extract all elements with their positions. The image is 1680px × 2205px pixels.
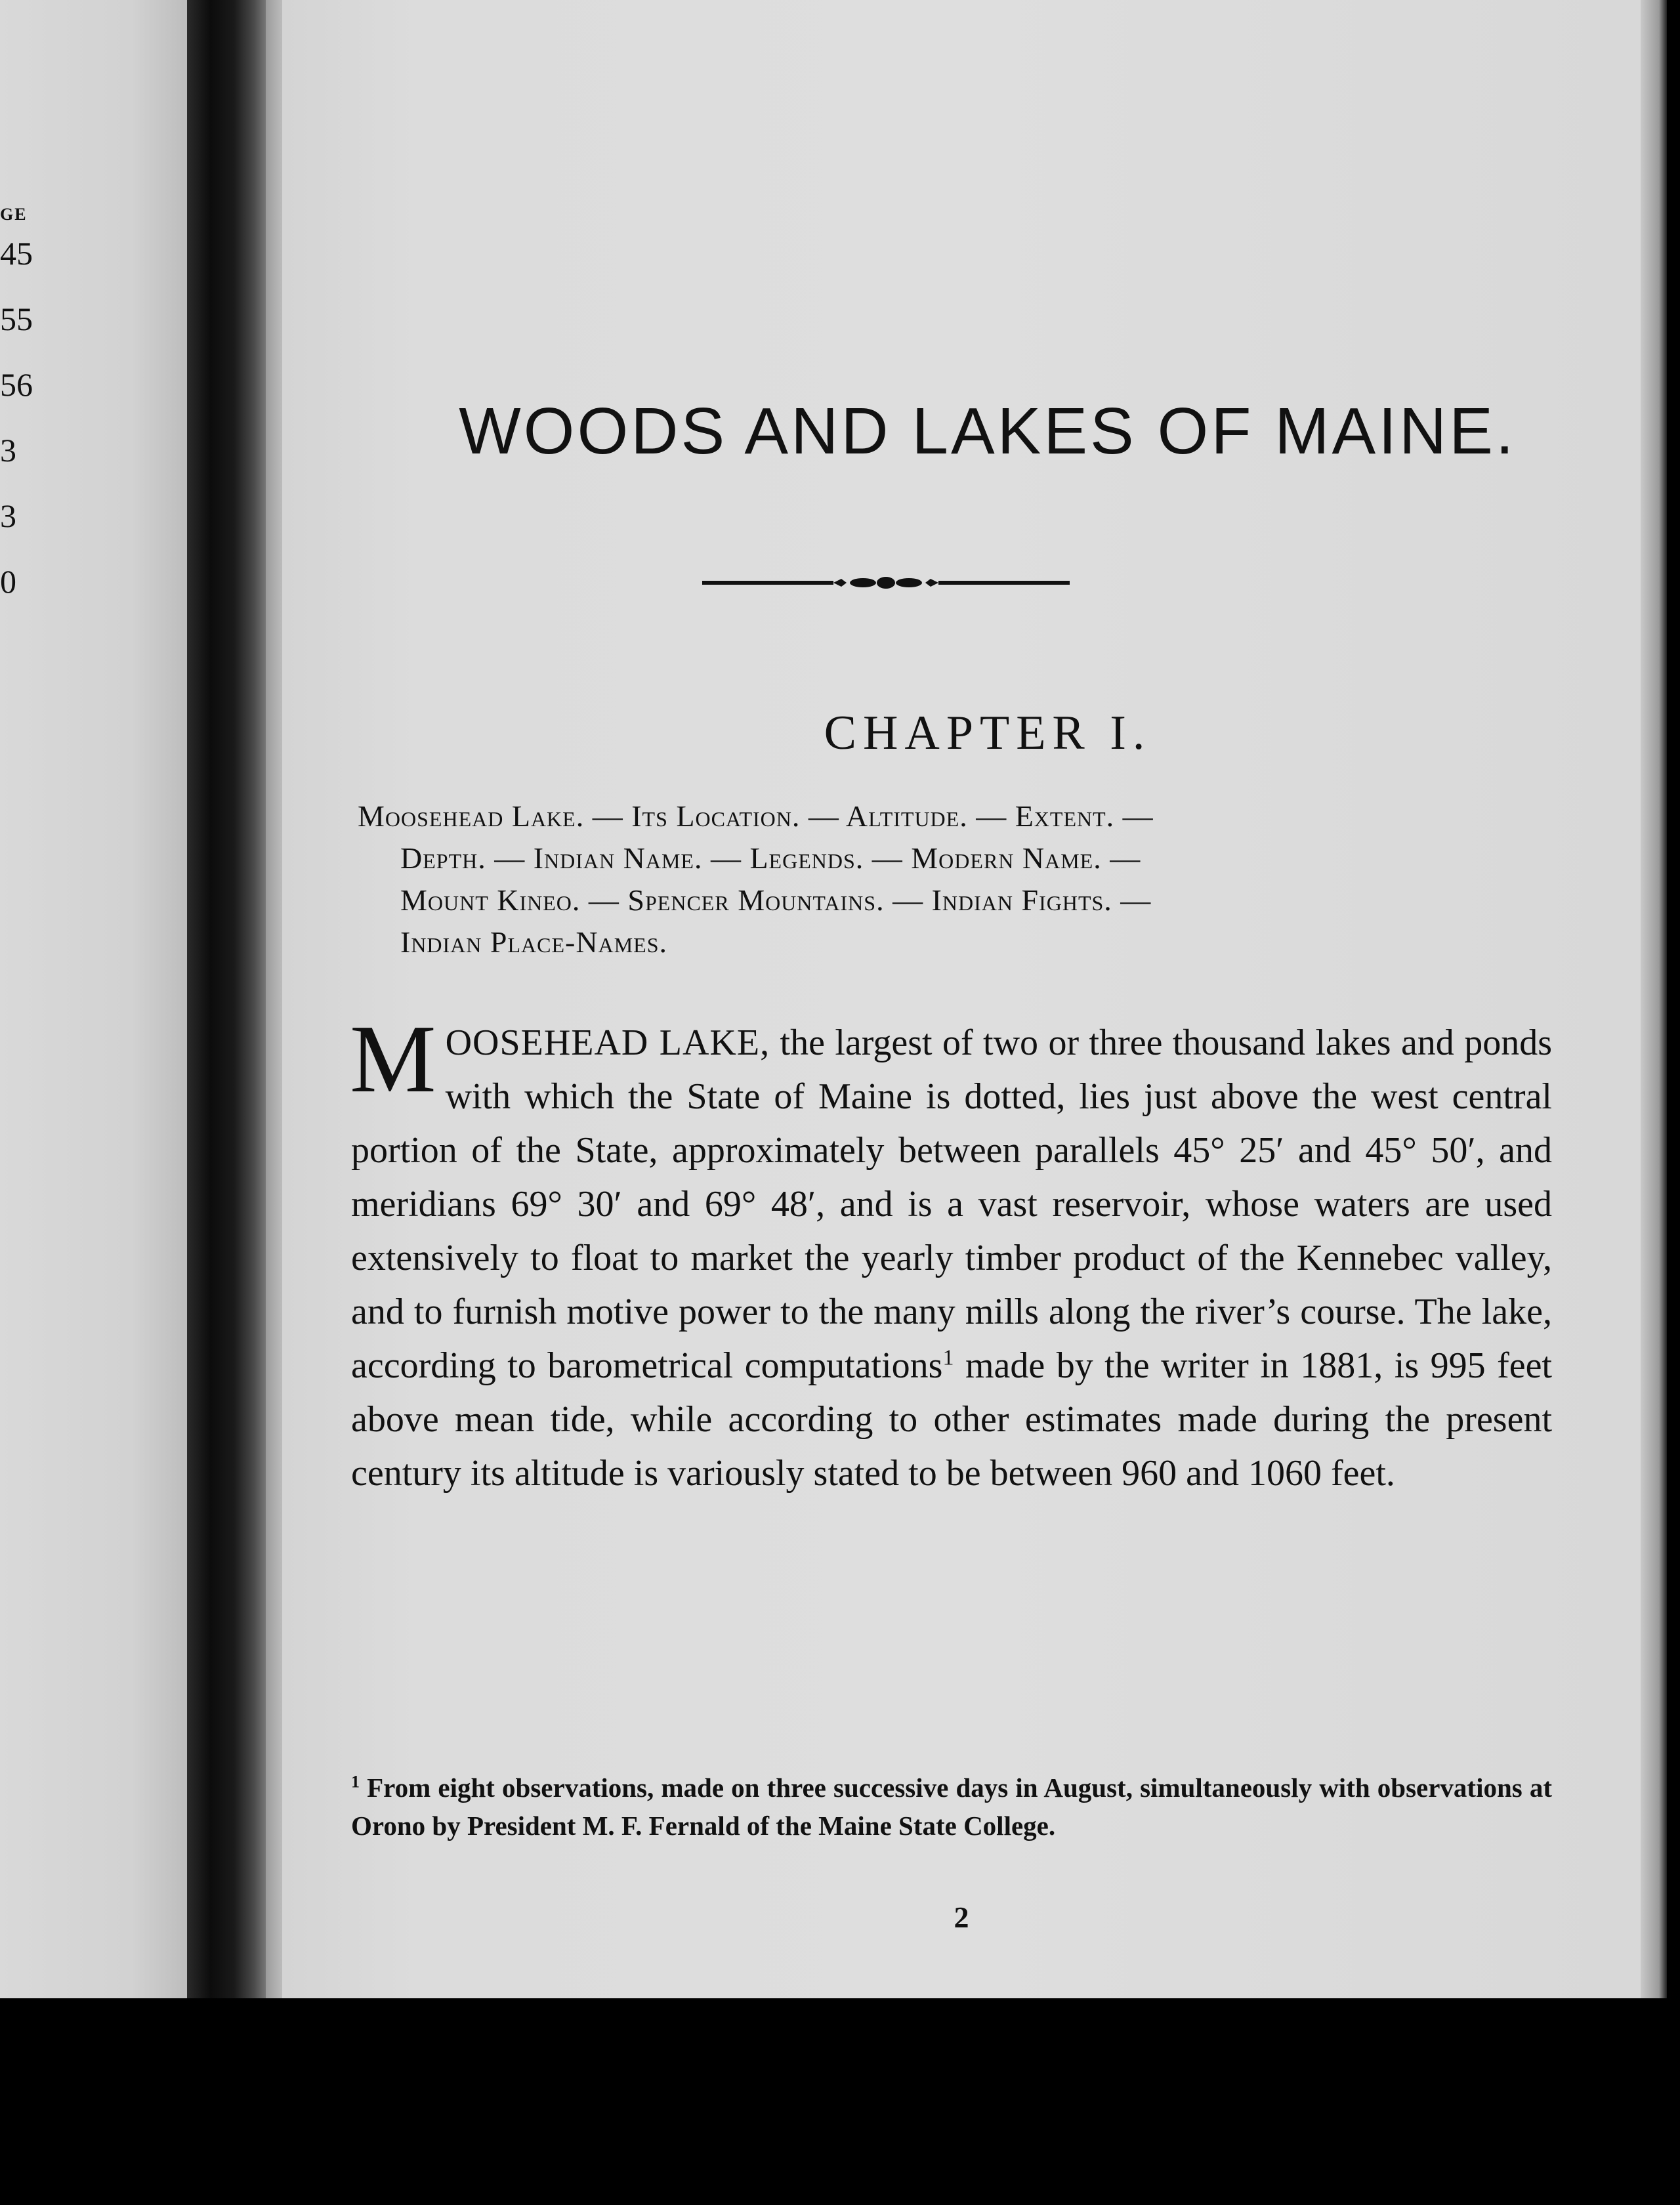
book-gutter xyxy=(187,0,266,1998)
synopsis-line: Mount Kineo. — Spencer Mountains. — Indian Fights. — xyxy=(400,883,1152,917)
footnote-reference[interactable]: 1 xyxy=(942,1345,954,1370)
left-page-number-3: 56 xyxy=(0,366,33,403)
synopsis-line: Indian Place-Names. xyxy=(400,925,667,959)
drop-cap: M xyxy=(350,1005,436,1113)
chapter-synopsis xyxy=(358,795,1552,963)
left-facing-page xyxy=(0,0,187,1998)
left-page-number-6: 0 xyxy=(0,563,16,600)
left-page-number-1: 45 xyxy=(0,235,33,272)
synopsis-line: Moosehead Lake. — Its Location. — Altitude. — Extent. — xyxy=(358,799,1154,833)
left-page-header: GE xyxy=(0,205,28,224)
chapter-heading: CHAPTER I. xyxy=(824,706,1152,760)
page-right-edge xyxy=(1641,0,1667,2008)
ornament-divider xyxy=(702,572,1070,593)
page-number: 2 xyxy=(954,1900,969,1934)
left-page-number-5: 3 xyxy=(0,497,16,534)
book-page xyxy=(282,0,1641,2008)
scan-background xyxy=(0,1998,1680,2205)
synopsis-line: Depth. — Indian Name. — Legends. — Modern Name. — xyxy=(400,841,1141,875)
footnote-marker: 1 xyxy=(351,1772,360,1792)
left-page-number-4: 3 xyxy=(0,432,16,469)
body-text-part-2: made by the writer in 1881, is 995 feet above mean tide, while according to other estimates made during the present century its altitude is variously stated to be between 960 and 1060 feet. xyxy=(351,1345,1552,1494)
footnote xyxy=(351,1769,1552,1845)
lead-words: OOSEHEAD LAKE, xyxy=(445,1022,770,1063)
page-title: WOODS AND LAKES OF MAINE. xyxy=(459,394,1517,468)
left-page-number-2: 55 xyxy=(0,301,33,337)
left-page-contents-column xyxy=(0,205,39,627)
body-text-part-1: the largest of two or three thousand lakes and ponds with which the State of Maine is dotted, lies just above the west central portion of the State, approximately between parallels 45° 25′ and 45° 50′, and meridians 69° 30′ and 69° 48′, and is a vast reservoir, whose waters are used extensively to float to market the yearly timber product of the Kennebec valley, and to furnish motive power to the many mills along the river’s course. The lake, according to barometrical computations xyxy=(351,1022,1553,1386)
body-paragraph xyxy=(350,1005,1553,1500)
footnote-text: From eight observations, made on three successive days in August, simultaneously with observations at Orono by President M. F. Fernald of the Maine State College. xyxy=(351,1773,1552,1841)
